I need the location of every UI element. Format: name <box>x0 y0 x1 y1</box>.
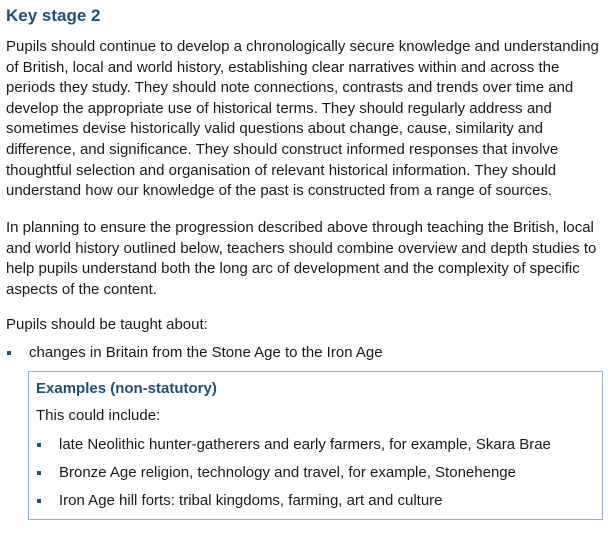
example-list-item <box>37 463 597 483</box>
examples-box <box>28 371 603 520</box>
taught-list-item-text: changes in Britain from the Stone Age to the Iron Age <box>29 344 383 361</box>
bullet-icon <box>37 443 41 447</box>
examples-intro: This could include: <box>36 407 161 424</box>
example-list-item-text: Iron Age hill forts: tribal kingdoms, farming, art and culture <box>59 492 443 509</box>
planning-paragraph: In planning to ensure the progression described above through teaching the British, local and world history outlined below, teachers should combine overview and depth studies to help pupils understand both the long arc of development and the complexity of specific aspects of the content. <box>6 219 597 298</box>
section-heading: Key stage 2 <box>6 6 101 25</box>
example-list-item-text: Bronze Age religion, technology and travel, for example, Stonehenge <box>59 464 516 481</box>
examples-title: Examples (non-statutory) <box>36 380 217 397</box>
example-list-item <box>37 491 597 511</box>
example-list-item-text: late Neolithic hunter-gatherers and early farmers, for example, Skara Brae <box>59 436 551 453</box>
intro-paragraph: Pupils should continue to develop a chronologically secure knowledge and understanding of British, local and world history, establishing clear narratives within and across the periods they study. They should note connections, contrasts and trends over time and develop the appropriate use of historical terms. They should regularly address and sometimes devise historically valid questions about change, cause, similarity and difference, and significance. They should construct informed responses that involve thoughtful selection and organisation of relevant historical information. They should understand how our knowledge of the past is constructed from a range of sources. <box>6 38 599 200</box>
bullet-icon <box>7 351 11 355</box>
taught-about-label: Pupils should be taught about: <box>6 316 208 333</box>
bullet-icon <box>37 499 41 503</box>
taught-list-item <box>7 343 607 363</box>
bullet-icon <box>37 471 41 475</box>
example-list-item <box>37 435 597 455</box>
